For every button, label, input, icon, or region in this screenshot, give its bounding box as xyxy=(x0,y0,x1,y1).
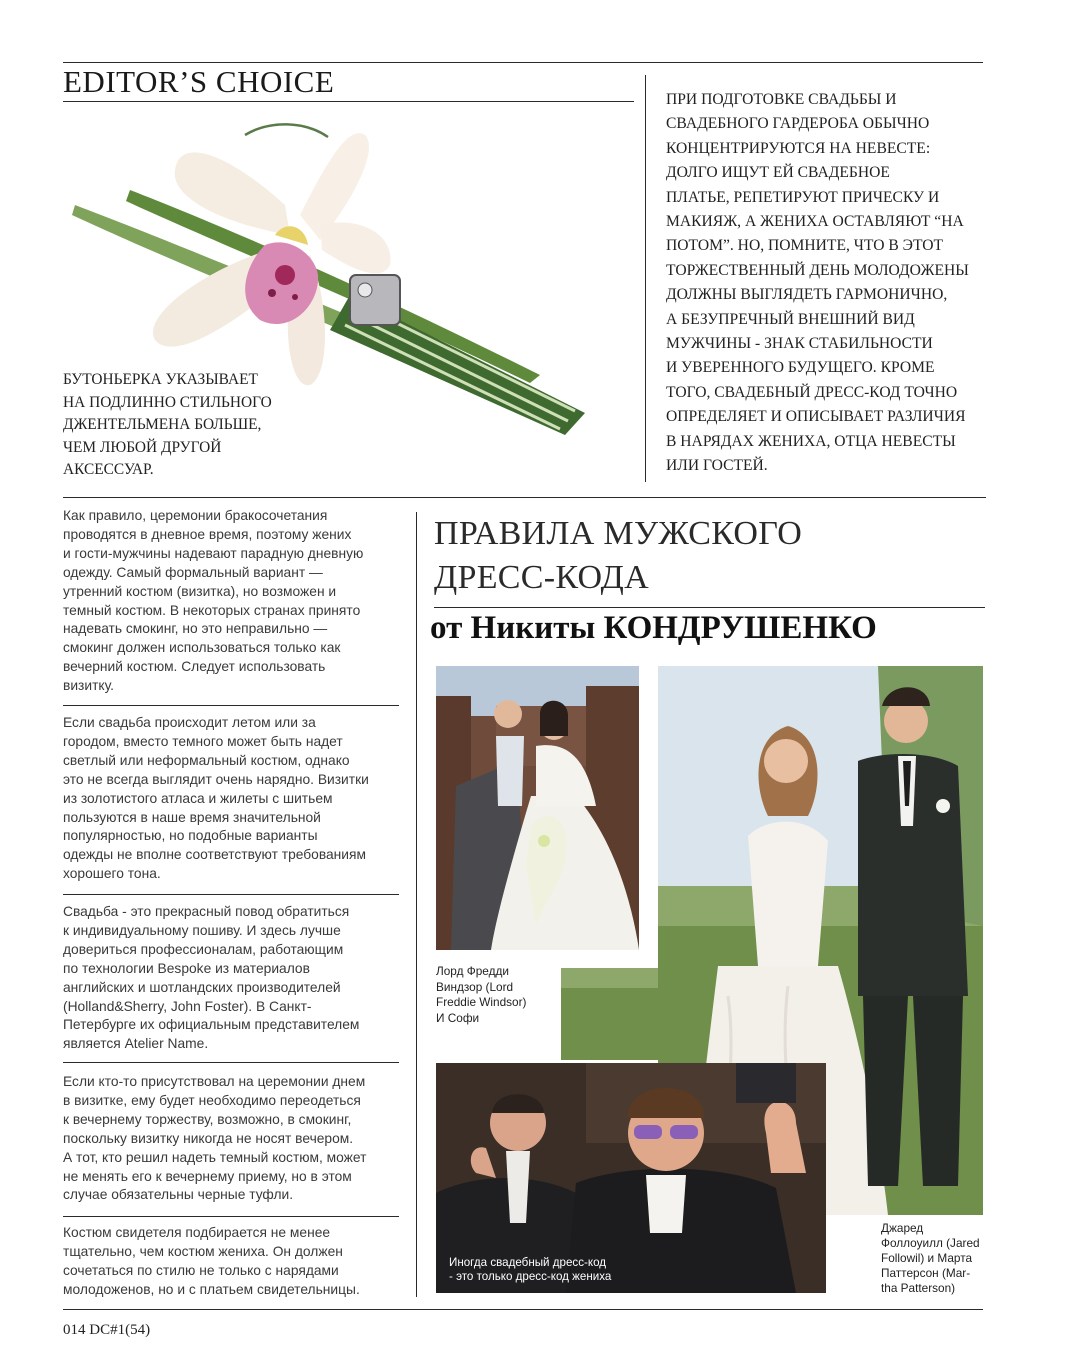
headline-line: ПРАВИЛА МУЖСКОГО xyxy=(434,515,803,552)
text-line: светлый или неформальный костюм, однако xyxy=(63,752,350,768)
bottom-rule xyxy=(63,1309,983,1310)
text-line: проводятся в дневное время, поэтому жених xyxy=(63,526,352,542)
text-line: не менять его к вечернему приему, но в этом xyxy=(63,1168,352,1184)
caption-line: Followil) и Марта xyxy=(881,1251,973,1265)
text-line: является Atelier Name. xyxy=(63,1036,209,1052)
text-line: (Holland&Sherry, John Foster). В Санкт- xyxy=(63,998,312,1014)
text-line: случае обязательны черные туфли. xyxy=(63,1187,294,1203)
intro-line: А БЕЗУПРЕЧНЫЙ ВНЕШНИЙ ВИД xyxy=(666,310,915,328)
text-line: Если свадьба происходит летом или за xyxy=(63,715,316,730)
caption-line: И Софи xyxy=(436,1010,480,1025)
paragraph-rule xyxy=(63,705,399,706)
text-line: довериться профессионалам, работающим xyxy=(63,941,344,957)
text-line: утренний костюм (визитка), но возможен и xyxy=(63,583,337,599)
intro-line: ТОРЖЕСТВЕННЫЙ ДЕНЬ МОЛОДОЖЕНЫ xyxy=(666,261,969,279)
paragraph-rule xyxy=(63,1062,399,1063)
intro-text xyxy=(666,88,1011,479)
page-footer: 014 DC#1(54) xyxy=(63,1322,151,1338)
text-line: по технологии Bespoke из материалов xyxy=(63,960,310,976)
text-line: популярностью, но подобные варианты xyxy=(63,828,318,844)
section-title: EDITOR’S CHOICE xyxy=(63,64,335,99)
middle-rule xyxy=(63,497,986,498)
photo-freddie-windsor xyxy=(436,666,639,950)
caption-freddie-windsor xyxy=(436,964,526,1026)
paragraph-2 xyxy=(63,714,398,884)
intro-line: ПОТОМ”. НО, ПОМНИТЕ, ЧТО В ЭТОТ xyxy=(666,237,944,255)
boutonniere-caption xyxy=(63,369,323,482)
text-line: поскольку визитку никогда не носят вечером. xyxy=(63,1130,354,1146)
text-line: одежду. Самый формальный вариант — xyxy=(63,564,323,580)
text-line: пользуются в наше время значительной xyxy=(63,809,321,825)
caption-line: Джаред xyxy=(881,1221,924,1235)
text-line: в визитке, ему будет необходимо переодеться xyxy=(63,1092,361,1108)
text-line: сочетаться по стилю не только с нарядами xyxy=(63,1262,339,1278)
paragraph-5 xyxy=(63,1224,398,1300)
text-line: к индивидуальному пошиву. И здесь лучше xyxy=(63,922,341,938)
caption-line: Фоллоуилл (Jared xyxy=(881,1236,980,1250)
text-line: темный костюм. В некоторых странах принято xyxy=(63,602,361,618)
paragraph-1 xyxy=(63,507,398,696)
paragraph-rule xyxy=(63,894,399,895)
text-line: это не всегда выглядит очень нарядно. Визитки xyxy=(63,771,369,787)
caption-line: Иногда свадебный дресс-код xyxy=(449,1256,607,1269)
intro-line: ОПРЕДЕЛЯЕТ И ОПИСЫВАЕТ РАЗЛИЧИЯ xyxy=(666,408,966,426)
text-line: и гости-мужчины надевают парадную дневную xyxy=(63,545,364,561)
text-line: тщательно, чем костюм жениха. Он должен xyxy=(63,1243,343,1259)
intro-line: ДОЛГО ИЩУТ ЕЙ СВАДЕБНОЕ xyxy=(666,164,890,182)
text-line: хорошего тона. xyxy=(63,866,161,882)
caption-line: tha Patterson) xyxy=(881,1281,956,1295)
intro-line: ТОГО, СВАДЕБНЫЙ ДРЕСС-КОД ТОЧНО xyxy=(666,383,958,401)
column-divider xyxy=(416,512,417,1297)
caption-line: ДЖЕНТЕЛЬМЕНА БОЛЬШЕ, xyxy=(63,416,262,433)
text-line: Если кто-то присутствовал на церемонии днем xyxy=(63,1074,366,1089)
article-headline xyxy=(434,512,802,600)
text-line: Костюм свидетеля подбирается не менее xyxy=(63,1225,331,1240)
top-rule xyxy=(63,62,983,63)
headline-underline xyxy=(434,607,985,608)
text-line: английских и шотландских производителей xyxy=(63,979,341,995)
intro-line: ПЛАТЬЕ, РЕПЕТИРУЮТ ПРИЧЕСКУ И xyxy=(666,188,940,206)
caption-line: БУТОНЬЕРКА УКАЗЫВАЕТ xyxy=(63,371,258,388)
text-line: молодоженов, но и с платьем свидетельницы. xyxy=(63,1281,360,1297)
intro-divider xyxy=(645,75,646,482)
caption-elton-john xyxy=(449,1256,611,1284)
caption-jared-followill xyxy=(881,1221,980,1296)
text-line: городом, вместо темного может быть надет xyxy=(63,733,343,749)
caption-line: ЧЕМ ЛЮБОЙ ДРУГОЙ xyxy=(63,438,222,456)
text-line: из золотистого атласа и жилеты с шитьем xyxy=(63,790,333,806)
text-line: Свадьба - это прекрасный повод обратиться xyxy=(63,904,350,919)
caption-line: Виндзор (Lord xyxy=(436,979,514,994)
caption-line: Лорд Фредди xyxy=(436,964,509,978)
caption-line: АКСЕССУАР. xyxy=(63,461,154,478)
text-line: надевать смокинг, но это неправильно — xyxy=(63,621,328,637)
text-line: Петербурге их официальным представителем xyxy=(63,1017,360,1033)
intro-line: МУЖЧИНЫ - ЗНАК СТАБИЛЬНОСТИ xyxy=(666,335,933,353)
intro-line: МАКИЯЖ, А ЖЕНИХА ОСТАВЛЯЮТ “НА xyxy=(666,213,964,231)
paragraph-rule xyxy=(63,1216,399,1217)
text-line: вечерний костюм. Следует использовать xyxy=(63,659,326,675)
paragraph-3 xyxy=(63,903,398,1054)
text-line: смокинг должен использоваться только как xyxy=(63,640,341,656)
intro-line: ПРИ ПОДГОТОВКЕ СВАДЬБЫ И xyxy=(666,91,897,108)
text-line: визитку. xyxy=(63,678,114,694)
paragraph-4 xyxy=(63,1073,398,1205)
headline-line: ДРЕСС-КОДА xyxy=(434,559,649,596)
photo-grass-extension xyxy=(561,968,658,1060)
intro-line: В НАРЯДАХ ЖЕНИХА, ОТЦА НЕВЕСТЫ xyxy=(666,432,956,450)
title-underline xyxy=(63,101,634,102)
text-line: А тот, кто решил надеть темный костюм, может xyxy=(63,1149,367,1165)
photo-elton-john xyxy=(436,1063,826,1293)
text-line: к вечернему торжеству, возможно, в смокинг, xyxy=(63,1111,352,1127)
caption-line: НА ПОДЛИННО СТИЛЬНОГО xyxy=(63,393,272,411)
intro-line: КОНЦЕНТРИРУЮТСЯ НА НЕВЕСТЕ: xyxy=(666,139,931,157)
text-line: одежды не вполне соответствуют требованиям xyxy=(63,847,366,863)
intro-line: И УВЕРЕННОГО БУДУЩЕГО. КРОМЕ xyxy=(666,359,935,377)
caption-line: Freddie Windsor) xyxy=(436,995,527,1009)
text-line: Как правило, церемонии бракосочетания xyxy=(63,508,328,523)
article-byline: от Никиты КОНДРУШЕНКО xyxy=(430,610,877,646)
intro-line: СВАДЕБНОГО ГАРДЕРОБА ОБЫЧНО xyxy=(666,115,930,133)
caption-line: - это только дресс-код жениха xyxy=(449,1270,612,1283)
intro-line: ДОЛЖНЫ ВЫГЛЯДЕТЬ ГАРМОНИЧНО, xyxy=(666,286,948,304)
caption-line: Паттерсон (Mar- xyxy=(881,1266,971,1280)
intro-line: ИЛИ ГОСТЕЙ. xyxy=(666,457,768,475)
